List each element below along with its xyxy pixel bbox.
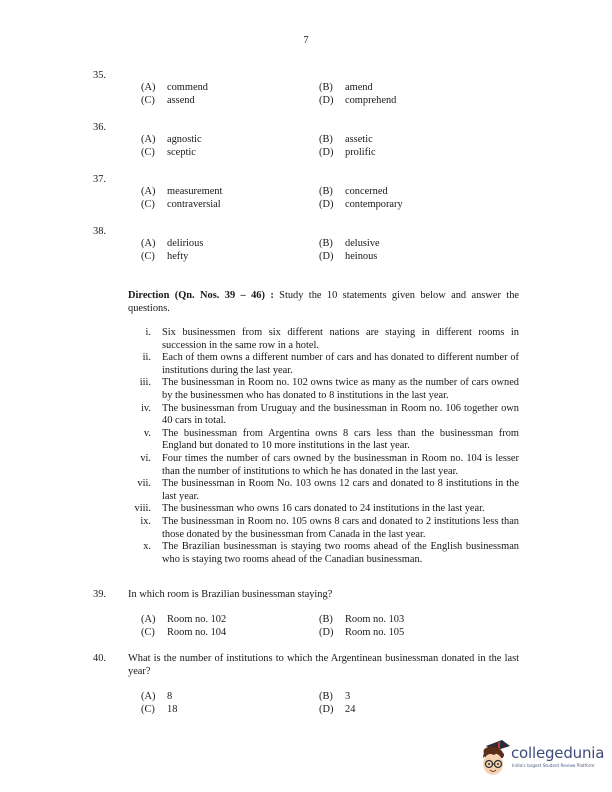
logo-tagline: India's largest Student Review Platform: [512, 763, 595, 768]
option-letter: (D): [319, 251, 334, 262]
option-c[interactable]: [141, 627, 226, 640]
statement-text: The businessman in Room no. 102 owns twice as many as the number of cars owned by the businessmen who has donated to 8 institutions in the last year.: [162, 377, 519, 401]
option-a[interactable]: [141, 691, 172, 704]
option-c[interactable]: [141, 704, 177, 717]
option-text: 8: [167, 691, 173, 702]
option-text: Room no. 102: [167, 614, 227, 625]
option-text: 18: [167, 704, 178, 715]
option-text: Room no. 103: [345, 614, 405, 625]
question-number: 39.: [93, 589, 106, 600]
option-text: assend: [167, 95, 195, 106]
option-a[interactable]: [141, 186, 222, 199]
option-letter: (D): [319, 704, 334, 715]
option-letter: (C): [141, 199, 155, 210]
statement-text: The businessman from Uruguay and the businessman in Room no. 106 together own 40 cars in total.: [162, 402, 519, 427]
option-d[interactable]: [319, 704, 355, 717]
option-b[interactable]: [319, 186, 388, 199]
option-text: amend: [345, 82, 373, 93]
statement-text: The businessman who owns 16 cars donated to 24 institutions in the last year.: [162, 503, 485, 515]
statement-item: [128, 377, 519, 402]
option-text: delusive: [345, 238, 380, 249]
option-letter: (A): [141, 614, 156, 625]
option-text: heinous: [345, 251, 378, 262]
option-letter: (C): [141, 251, 155, 262]
statement-text: The Brazilian businessman is staying two rooms ahead of the English businessman who is staying two rooms ahead of the Canadian businessman.: [162, 541, 519, 565]
option-text: measurement: [167, 186, 223, 197]
option-text: Room no. 105: [345, 627, 405, 638]
option-letter: (B): [319, 691, 333, 702]
statement-text: Four times the number of cars owned by the businessman in Room no. 104 is lesser than the number of institutions to which he has donated in the last year.: [162, 452, 519, 477]
statement-text: The businessman from Argentina owns 8 cars less than the businessman from England but donated to 10 more institutions in the last year.: [162, 427, 519, 452]
statement-item: [128, 516, 519, 541]
option-b[interactable]: [319, 134, 373, 147]
option-d[interactable]: [319, 251, 377, 264]
statement-text: Six businessmen from six different nations are staying in different rooms in succession in the same row in a hotel.: [162, 327, 519, 351]
option-a[interactable]: [141, 134, 202, 147]
statement-item: [128, 352, 519, 377]
option-letter: (A): [141, 691, 156, 702]
option-letter: (D): [319, 199, 334, 210]
option-c[interactable]: [141, 199, 221, 212]
mascot-icon: [480, 740, 510, 778]
statement-numeral: vi.: [140, 452, 151, 464]
statement-numeral: vii.: [137, 478, 151, 490]
question-number: 35.: [93, 70, 106, 81]
statement-numeral: viii.: [134, 503, 151, 515]
option-d[interactable]: [319, 95, 396, 108]
question-text: What is the number of institutions to which the Argentinean businessman donated in the last year?: [128, 653, 519, 677]
collegedunia-logo[interactable]: [480, 738, 610, 786]
option-letter: (D): [319, 627, 334, 638]
option-d[interactable]: [319, 627, 404, 640]
option-letter: (B): [319, 238, 333, 249]
statement-text: Each of them owns a different number of cars and has donated to different number of institutions during the last year.: [162, 352, 519, 376]
statement-item: [128, 403, 519, 428]
question-number: 37.: [93, 174, 106, 185]
option-letter: (C): [141, 95, 155, 106]
option-c[interactable]: [141, 95, 195, 108]
option-letter: (C): [141, 627, 155, 638]
option-text: commend: [167, 82, 208, 93]
direction-text: Study the 10 statements given below and answer the questions.: [128, 290, 519, 314]
statement-item: [128, 478, 519, 503]
option-text: contraversial: [167, 199, 221, 210]
option-letter: (C): [141, 704, 155, 715]
question-number: 36.: [93, 122, 106, 133]
option-b[interactable]: [319, 691, 350, 704]
statement-numeral: ix.: [140, 515, 151, 527]
option-text: delirious: [167, 238, 204, 249]
option-a[interactable]: [141, 614, 226, 627]
option-d[interactable]: [319, 199, 403, 212]
option-text: Room no. 104: [167, 627, 227, 638]
question-number: 38.: [93, 226, 106, 237]
statement-item: [128, 503, 519, 516]
option-a[interactable]: [141, 238, 203, 251]
statement-numeral: v.: [143, 427, 151, 439]
statement-text: The businessman in Room No. 103 owns 12 cars and donated to 8 institutions in the last year.: [162, 478, 519, 502]
option-b[interactable]: [319, 614, 404, 627]
statement-numeral: iv.: [140, 402, 151, 414]
option-c[interactable]: [141, 147, 196, 160]
statement-item: [128, 327, 519, 352]
option-a[interactable]: [141, 82, 208, 95]
statement-numeral: ii.: [142, 352, 151, 364]
option-text: sceptic: [167, 147, 196, 158]
direction-label: Direction (Qn. Nos. 39 – 46) :: [128, 290, 274, 301]
option-text: prolific: [345, 147, 376, 158]
option-letter: (B): [319, 82, 333, 93]
option-text: assetic: [345, 134, 373, 145]
option-d[interactable]: [319, 147, 376, 160]
option-text: 24: [345, 704, 356, 715]
statement-numeral: iii.: [139, 377, 151, 389]
option-letter: (D): [319, 147, 334, 158]
option-letter: (B): [319, 186, 333, 197]
option-text: contemporary: [345, 199, 403, 210]
option-c[interactable]: [141, 251, 188, 264]
option-text: hefty: [167, 251, 189, 262]
option-text: agnostic: [167, 134, 202, 145]
option-text: 3: [345, 691, 351, 702]
option-letter: (B): [319, 134, 333, 145]
direction-instructions: [128, 290, 519, 315]
option-letter: (A): [141, 134, 156, 145]
option-letter: (A): [141, 186, 156, 197]
question-text: In which room is Brazilian businessman staying?: [128, 589, 333, 600]
option-letter: (B): [319, 614, 333, 625]
statements-list: [128, 327, 519, 566]
question-number: 40.: [93, 653, 106, 664]
statement-numeral: i.: [145, 327, 151, 338]
statement-numeral: x.: [143, 541, 151, 553]
statement-item: [128, 541, 519, 566]
option-letter: (A): [141, 238, 156, 249]
option-text: comprehend: [345, 95, 397, 106]
option-letter: (A): [141, 82, 156, 93]
option-b[interactable]: [319, 82, 373, 95]
option-text: concerned: [345, 186, 388, 197]
logo-brand-text: collegedunia: [511, 744, 605, 762]
page-number: 7: [303, 35, 309, 46]
statement-item: [128, 453, 519, 478]
option-b[interactable]: [319, 238, 380, 251]
statement-text: The businessman in Room no. 105 owns 8 cars and donated to 2 institutions less than those donated by the businessman from Canada in the last year.: [162, 515, 519, 540]
statement-item: [128, 428, 519, 453]
option-letter: (C): [141, 147, 155, 158]
option-letter: (D): [319, 95, 334, 106]
